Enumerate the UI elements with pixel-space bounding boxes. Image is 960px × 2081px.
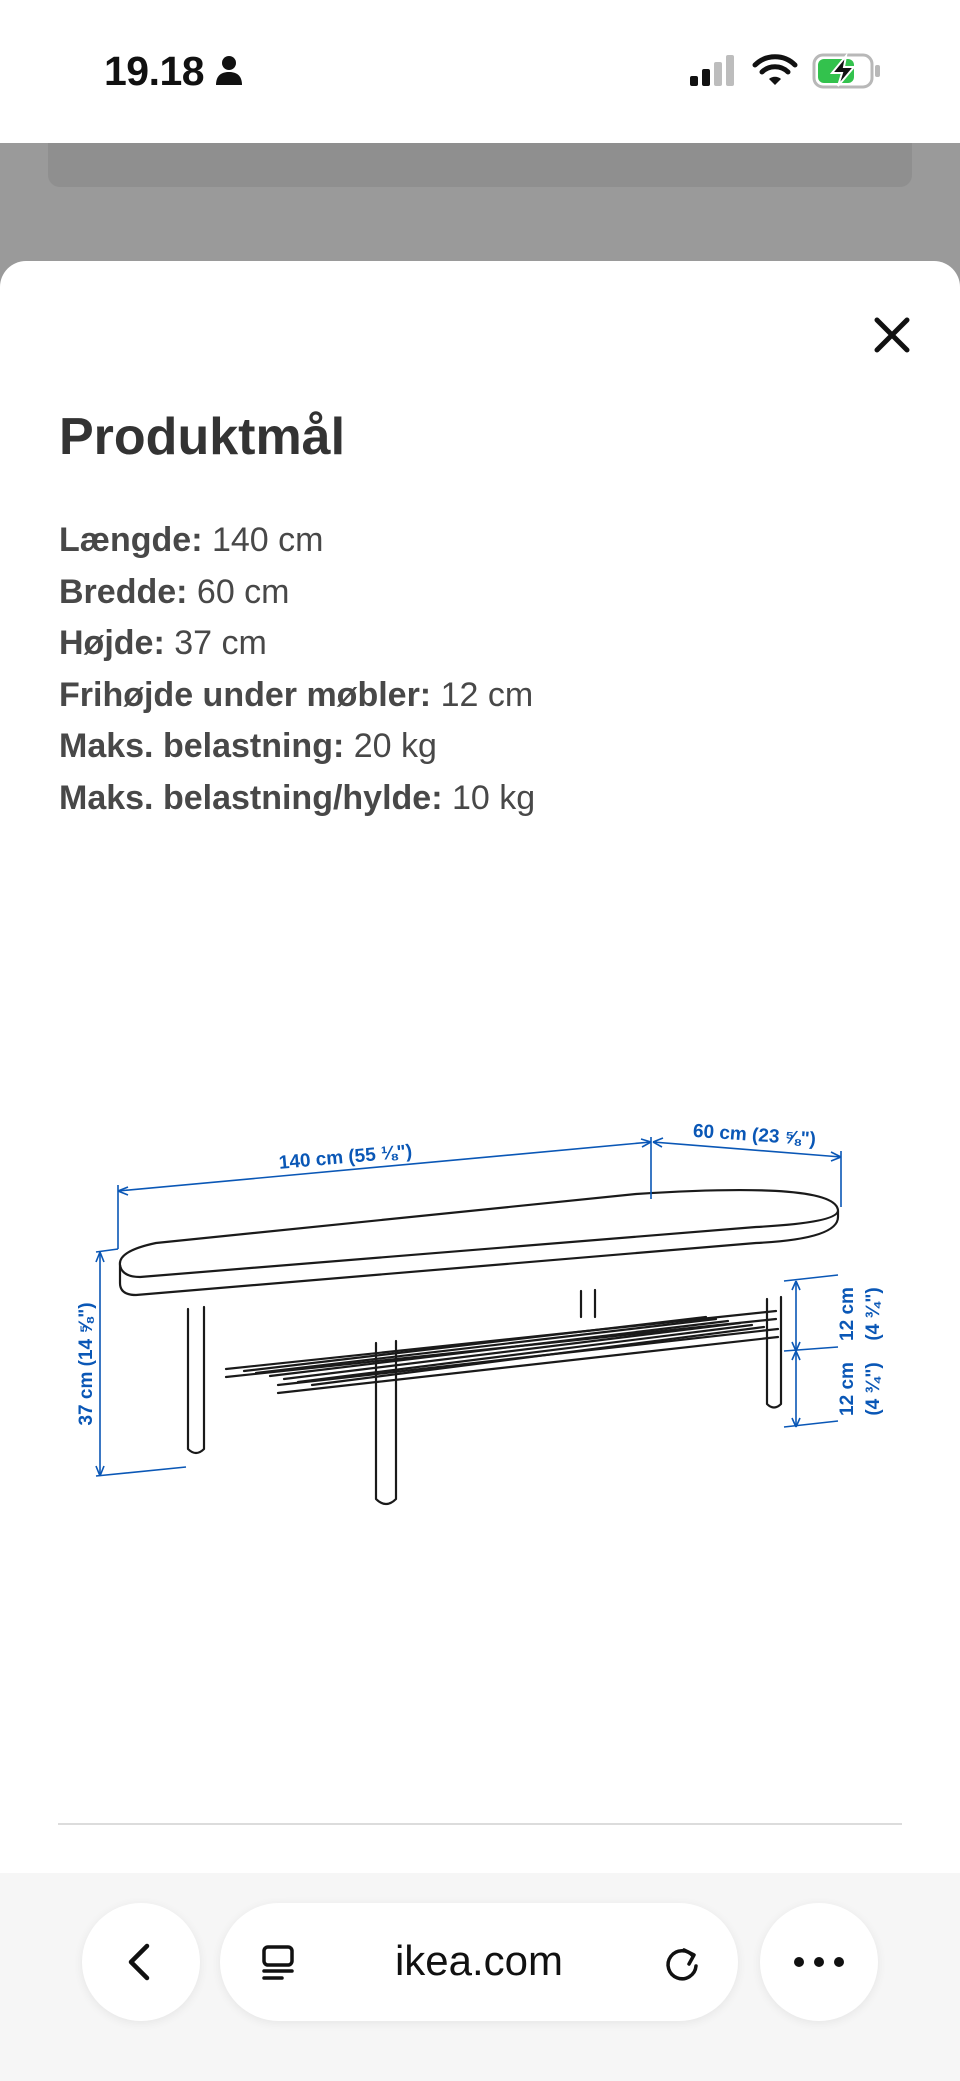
- product-dimension-diagram: [76, 1099, 896, 1619]
- spec-value: 10 kg: [442, 778, 536, 817]
- diagram-clearance-top-cm: 12 cm: [837, 1287, 858, 1341]
- person-icon: [214, 55, 244, 87]
- status-time: 19.18: [104, 48, 205, 94]
- diagram-width-label: 60 cm (23 ⅝"): [692, 1120, 817, 1151]
- reload-icon[interactable]: [660, 1941, 704, 1985]
- background-page-bar: [48, 143, 912, 187]
- spec-label: Bredde:: [59, 572, 188, 611]
- sheet-title: Produktmål: [59, 408, 346, 466]
- spec-value: 37 cm: [164, 624, 267, 663]
- spec-label: Længde:: [59, 521, 203, 559]
- sheet-divider: [58, 1823, 902, 1825]
- spec-row: [59, 567, 919, 619]
- spec-label: Frihøjde under møbler:: [59, 675, 432, 714]
- spec-label: Maks. belastning:: [59, 727, 345, 766]
- spec-list: [59, 515, 919, 825]
- back-icon: [117, 1938, 165, 1986]
- diagram-length-label: 140 cm (55 ⅛"): [278, 1141, 414, 1174]
- spec-row: [59, 515, 919, 567]
- spec-value: 140 cm: [202, 521, 324, 559]
- wifi-icon: [752, 52, 798, 88]
- url-text[interactable]: ikea.com: [394, 1937, 564, 1984]
- browser-toolbar: [0, 1873, 960, 2081]
- diagram-height-label: 37 cm (14 ⅝"): [76, 1302, 97, 1426]
- spec-row: [59, 670, 919, 722]
- signal-icon: [688, 54, 738, 88]
- spec-row: [59, 721, 919, 773]
- back-button[interactable]: [82, 1903, 200, 2021]
- address-bar[interactable]: [220, 1903, 738, 2021]
- spec-row: [59, 618, 919, 670]
- spec-value: 12 cm: [431, 675, 534, 714]
- background-page: [0, 143, 960, 263]
- diagram-clearance-bottom-in: (4 ¾"): [863, 1362, 884, 1416]
- spec-label: Maks. belastning/hylde:: [59, 778, 443, 817]
- status-bar: [0, 0, 960, 143]
- close-icon[interactable]: [866, 309, 918, 361]
- more-icon: [791, 1954, 847, 1970]
- diagram-clearance-top-in: (4 ¾"): [863, 1287, 884, 1341]
- spec-row: [59, 773, 919, 825]
- diagram-clearance-bottom-cm: 12 cm: [837, 1362, 858, 1416]
- spec-value: 60 cm: [187, 572, 290, 611]
- spec-label: Højde:: [59, 624, 165, 663]
- more-button[interactable]: [760, 1903, 878, 2021]
- product-dimensions-sheet: [0, 261, 960, 2081]
- spec-value: 20 kg: [344, 727, 437, 766]
- battery-charging-icon: [812, 52, 882, 90]
